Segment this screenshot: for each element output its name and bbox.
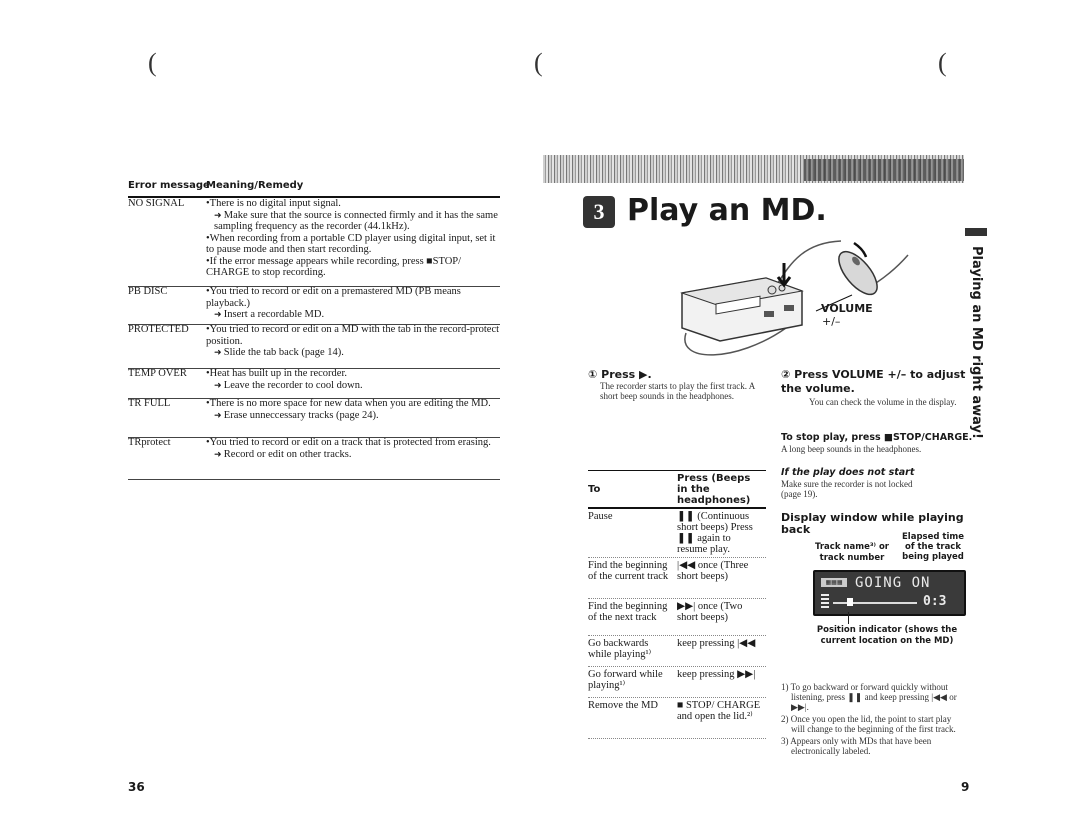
step-number-badge: 3 <box>583 196 615 228</box>
remedy-cause: •Heat has built up in the recorder. <box>206 368 348 379</box>
step2-body: You can check the volume in the display. <box>809 397 957 407</box>
display-heading: Display window while playing back <box>781 511 964 536</box>
position-label: Position indicator (shows the current location on the MD) <box>816 625 958 646</box>
step2-heading: ② Press VOLUME +/– to adjust the volume. <box>781 368 966 395</box>
remedy-action: ➜ Leave the recorder to cool down. <box>206 380 500 392</box>
position-indicator <box>847 598 853 606</box>
error-code: PB DISC <box>128 286 168 297</box>
bracket-mark: ( <box>938 48 947 77</box>
ops-press: ▶▶| once (Two short beeps) <box>677 601 743 623</box>
remedy-cause: •You tried to record or edit on a premastered MD (PB means playback.) <box>206 286 461 309</box>
side-tab-marker <box>965 228 987 236</box>
lcd-display <box>813 570 966 616</box>
step1-body: The recorder starts to play the first track. A short beep sounds in the headphones. <box>600 381 755 401</box>
error-code: TRprotect <box>128 437 171 448</box>
footnotes <box>781 682 966 758</box>
col-meaning-remedy: Meaning/Remedy <box>206 180 304 191</box>
ops-action: Pause <box>588 511 613 522</box>
error-remedy <box>206 437 500 460</box>
lcd-time: 0:3 <box>923 594 947 609</box>
remedy-cause: •There is no more space for new data when you are editing the MD. <box>206 398 491 409</box>
remedy-action: ➜ Insert a recordable MD. <box>206 309 500 321</box>
volume-callout <box>821 302 873 315</box>
ops-action: Go forward while playing¹⁾ <box>588 669 663 691</box>
error-code: TR FULL <box>128 398 171 409</box>
not-start-body: Make sure the recorder is not locked (page 19). <box>781 479 913 499</box>
remedy-cause: •When recording from a portable CD player using digital input, set it to pause mode and then start recording. <box>206 232 496 255</box>
ops-press: keep pressing ▶▶| <box>677 669 756 680</box>
remedy-cause: •You tried to record or edit on a track that is protected from erasing. <box>206 437 491 448</box>
operations-table <box>588 470 766 739</box>
error-remedy <box>206 198 500 279</box>
error-table-header <box>128 180 500 198</box>
ops-col-to: To <box>588 484 601 495</box>
error-code: NO SIGNAL <box>128 198 185 209</box>
ops-row <box>588 509 766 558</box>
ops-row <box>588 667 766 698</box>
plusminus-label: +/– <box>822 315 841 328</box>
error-remedy <box>206 324 500 359</box>
error-row <box>128 324 500 369</box>
step1-heading: ① Press ▶. <box>588 368 652 381</box>
side-label-text: Playing an MD right away! <box>969 246 984 439</box>
remedy-action: ➜ Record or edit on other tracks. <box>206 449 500 461</box>
error-remedy <box>206 398 500 421</box>
ops-table-header <box>588 470 766 509</box>
ops-press: keep pressing |◀◀ <box>677 638 756 649</box>
stop-heading: To stop play, press ■STOP/CHARGE. <box>781 432 973 443</box>
volume-label: VOLUME <box>821 302 873 315</box>
lcd-text: GOING ON <box>855 575 931 591</box>
recorder-illustration <box>676 233 916 363</box>
ops-row <box>588 558 766 599</box>
bracket-mark: ( <box>148 48 157 77</box>
error-code: TEMP OVER <box>128 368 187 379</box>
stop-body: A long beep sounds in the headphones. <box>781 444 922 454</box>
error-row <box>128 286 500 325</box>
error-remedy <box>206 368 500 391</box>
not-start-heading: If the play does not start <box>781 467 915 478</box>
page-number-left: 36 <box>128 780 145 794</box>
error-row <box>128 368 500 399</box>
position-pointer-line <box>848 612 849 624</box>
display-label-track: Track name³⁾ or track number <box>814 542 889 563</box>
ops-row <box>588 698 766 739</box>
remedy-cause: •If the error message appears while recording, press ■STOP/ CHARGE to stop recording. <box>206 255 462 278</box>
remedy-cause: •There is no digital input signal. <box>206 198 341 209</box>
remedy-action: ➜ Slide the tab back (page 14). <box>206 347 500 359</box>
page-number-right: 9 <box>961 780 970 794</box>
ops-action: Go backwards while playing¹⁾ <box>588 638 652 660</box>
error-row <box>128 437 500 480</box>
lcd-track-box: ▦▦▦ <box>821 578 847 587</box>
ops-press: ■ STOP/ CHARGE and open the lid.²⁾ <box>677 700 761 722</box>
lcd-level-meter <box>821 594 829 608</box>
error-remedy <box>206 286 500 321</box>
ops-press: |◀◀ once (Three short beeps) <box>677 560 749 582</box>
ops-action: Find the beginning of the next track <box>588 601 668 623</box>
ops-row <box>588 599 766 636</box>
remedy-cause: •You tried to record or edit on a MD with the tab in the record-protect position. <box>206 324 500 347</box>
col-error-message: Error message <box>128 180 210 191</box>
ops-press: ❚❚ (Continuous short beeps) Press ❚❚ again to resume play. <box>677 511 753 555</box>
ops-table-body <box>588 509 766 739</box>
footnote: 3) Appears only with MDs that have been electronically labeled. <box>781 736 932 756</box>
remedy-action: ➜ Erase unneccessary tracks (page 24). <box>206 410 500 422</box>
header-stripe <box>543 155 964 183</box>
error-code: PROTECTED <box>128 324 189 335</box>
display-label-elapsed: Elapsed time of the track being played <box>901 532 964 562</box>
error-row <box>128 398 500 438</box>
footnote: 1) To go backward or forward quickly without listening, press ❚❚ and keep pressing |◀◀ or ▶▶|. <box>781 682 957 712</box>
error-row <box>128 198 500 287</box>
ops-action: Remove the MD <box>588 700 658 711</box>
bracket-mark: ( <box>534 48 543 77</box>
ops-col-press: Press (Beeps in the headphones) <box>677 473 751 506</box>
ops-row <box>588 636 766 667</box>
remedy-action: ➜ Make sure that the source is connected firmly and it has the same sampling frequency as the recorder (44.1kHz). <box>206 210 500 233</box>
page-title: Play an MD. <box>627 193 827 228</box>
position-indicator-bar <box>833 602 917 604</box>
footnote: 2) Once you open the lid, the point to start play will change to the beginning of the first track. <box>781 714 956 734</box>
ops-action: Find the beginning of the current track <box>588 560 669 582</box>
